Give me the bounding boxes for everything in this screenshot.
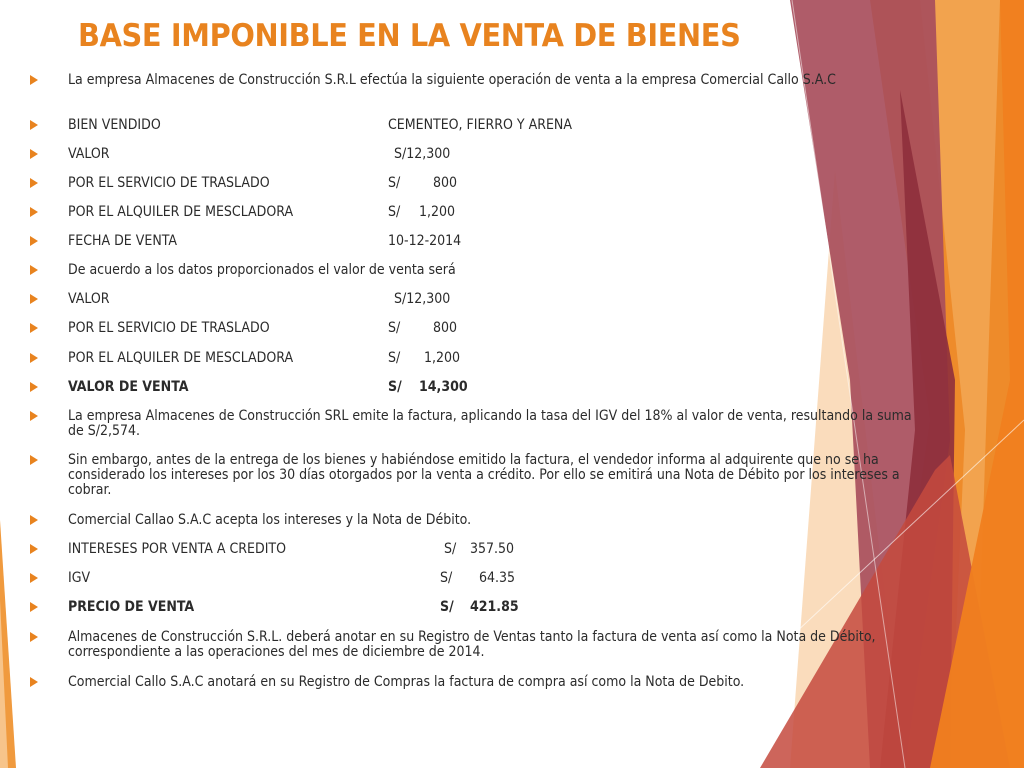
fecha-label: FECHA DE VENTA <box>68 233 177 249</box>
valor-venta-label: VALOR DE VENTA <box>68 379 189 395</box>
bullet-arrow-icon <box>30 515 38 525</box>
valor-venta-amount: 14,300 <box>419 379 468 395</box>
traslado-label: POR EL SERVICIO DE TRASLADO <box>68 175 270 191</box>
intereses-amount: 357.50 <box>470 541 515 557</box>
bullet-arrow-icon <box>30 75 38 85</box>
valor-venta-currency: S/ <box>388 379 402 395</box>
registro-ventas-text: Almacenes de Construcción S.R.L. deberá anotar en su Registro de Ventas tanto la factura de venta así como la Nota de Débito, correspondiente a las operaciones del mes de diciembre de 2014. <box>68 629 876 660</box>
bullet-arrow-icon <box>30 602 38 612</box>
valor-value: S/12,300 <box>394 146 451 162</box>
igv-currency: S/ <box>440 570 453 586</box>
bullet-arrow-icon <box>30 120 38 130</box>
precio-venta-label: PRECIO DE VENTA <box>68 599 195 615</box>
valor-value-2: S/12,300 <box>394 291 451 307</box>
alquiler-label-2: POR EL ALQUILER DE MESCLADORA <box>68 350 294 366</box>
bullet-arrow-icon <box>30 323 38 333</box>
bullet-arrow-icon <box>30 455 38 465</box>
intereses-currency: S/ <box>444 541 457 557</box>
bullet-arrow-icon <box>30 544 38 554</box>
bullet-arrow-icon <box>30 573 38 583</box>
bullet-arrow-icon <box>30 353 38 363</box>
bullet-arrow-icon <box>30 178 38 188</box>
igv-label: IGV <box>68 570 91 586</box>
bullet-arrow-icon <box>30 149 38 159</box>
alquiler-amount-2: 1,200 <box>424 350 461 366</box>
bien-label: BIEN VENDIDO <box>68 117 161 133</box>
bullet-arrow-icon <box>30 382 38 392</box>
alquiler-label: POR EL ALQUILER DE MESCLADORA <box>68 204 294 220</box>
bullet-arrow-icon <box>30 236 38 246</box>
traslado-amount: 800 <box>433 175 458 191</box>
fecha-value: 10-12-2014 <box>388 233 462 249</box>
bullet-arrow-icon <box>30 677 38 687</box>
traslado-currency-2: S/ <box>388 320 401 336</box>
precio-venta-currency: S/ <box>440 599 454 615</box>
traslado-amount-2: 800 <box>433 320 458 336</box>
alquiler-amount: 1,200 <box>419 204 456 220</box>
intereses-label: INTERESES POR VENTA A CREDITO <box>68 541 287 557</box>
valor-label: VALOR <box>68 146 110 162</box>
bullet-arrow-icon <box>30 265 38 275</box>
bien-value: CEMENTEO, FIERRO Y ARENA <box>388 117 572 133</box>
alquiler-currency: S/ <box>388 204 401 220</box>
acepta-text: Comercial Callao S.A.C acepta los intereses y la Nota de Débito. <box>68 512 472 528</box>
precio-venta-amount: 421.85 <box>470 599 519 615</box>
sin-embargo-text: Sin embargo, antes de la entrega de los bienes y habiéndose emitido la factura, el vendedor informa al adquirente que no se ha considerado los intereses por los 30 días otorgados por la venta a crédito. Por ello se emitirá una Nota de Débito por los intereses a cobrar. <box>68 452 900 498</box>
intro-text: La empresa Almacenes de Construcción S.R.L efectúa la siguiente operación de venta a la empresa Comercial Callo S.A.C <box>68 72 836 88</box>
acuerdo-text: De acuerdo a los datos proporcionados el valor de venta será <box>68 262 456 278</box>
bullet-arrow-icon <box>30 294 38 304</box>
bullet-arrow-icon <box>30 207 38 217</box>
alquiler-currency-2: S/ <box>388 350 401 366</box>
valor-label-2: VALOR <box>68 291 110 307</box>
bullet-arrow-icon <box>30 632 38 642</box>
slide-title: BASE IMPONIBLE EN LA VENTA DE BIENES <box>78 18 741 54</box>
traslado-label-2: POR EL SERVICIO DE TRASLADO <box>68 320 270 336</box>
igv-amount: 64.35 <box>479 570 516 586</box>
factura-text: La empresa Almacenes de Construcción SRL emite la factura, aplicando la tasa del IGV del 18% al valor de venta, resultando la suma de S/2,574. <box>68 408 912 439</box>
traslado-currency: S/ <box>388 175 401 191</box>
registro-compras-text: Comercial Callo S.A.C anotará en su Registro de Compras la factura de compra así como la Nota de Debito. <box>68 674 745 690</box>
bullet-arrow-icon <box>30 411 38 421</box>
